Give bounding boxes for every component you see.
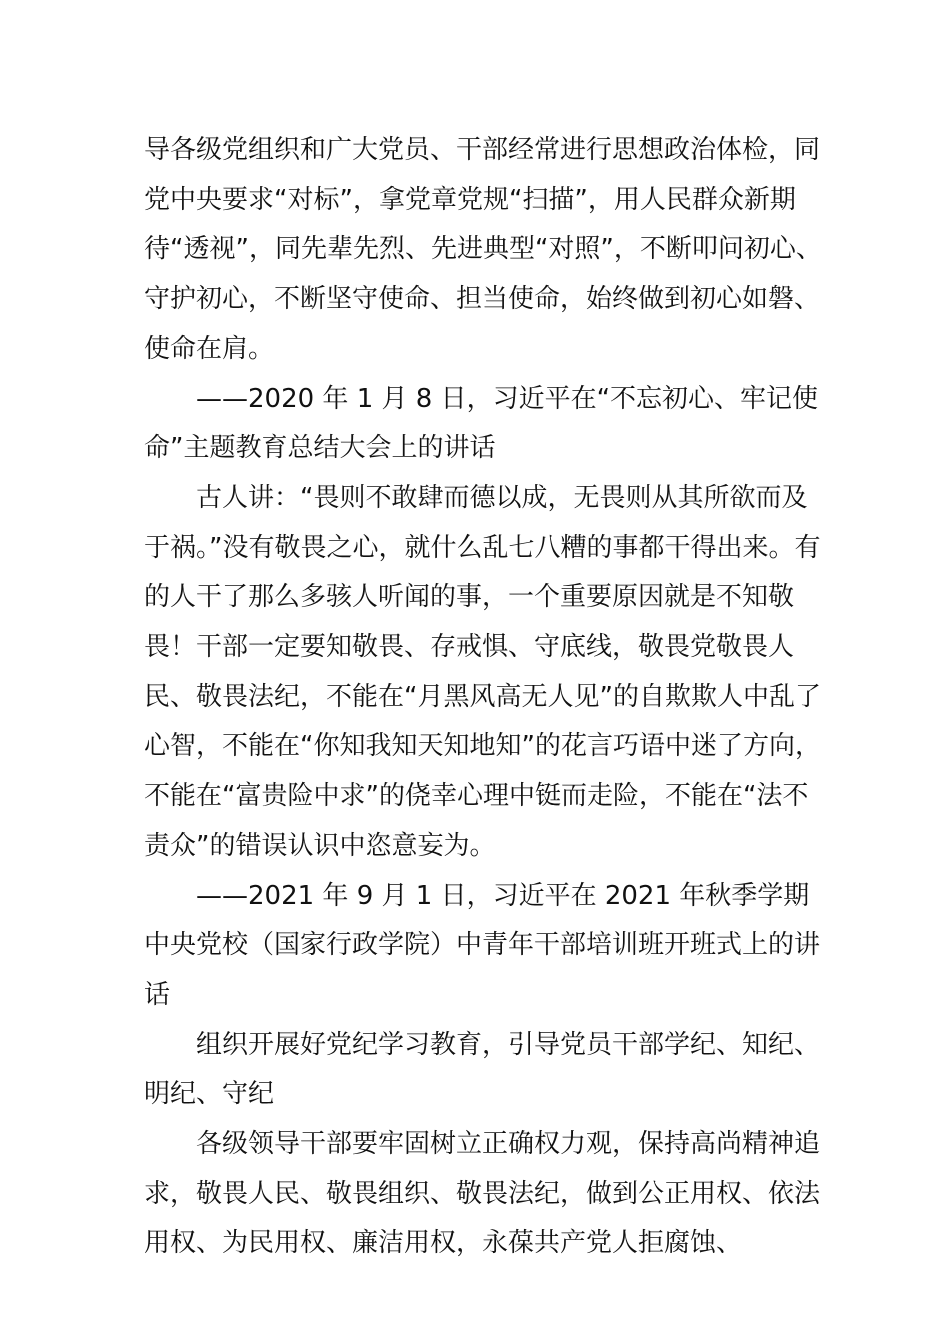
paragraph-3: 古人讲：“畏则不敢肆而德以成，无畏则从其所欲而及于祸。”没有敬畏之心，就什么乱七八糟的事都干得出来。有的人干了那么多骇人听闻的事，一个重要原因就是不知敬畏！干部一定要知敬畏、存戒惧、守底线，敬畏党敬畏人民、敬畏法纪，不能在“月黑风高无人见”的自欺欺人中乱了心智，不能在“你知我知天知地知”的花言巧语中迷了方向，不能在“富贵险中求”的侥幸心理中铤而走险，不能在“法不责众”的错误认识中恣意妄为。 xyxy=(144,482,821,861)
document-body xyxy=(144,126,824,1269)
paragraph-1: 导各级党组织和广大党员、干部经常进行思想政治体检，同党中央要求“对标”，拿党章党规“扫描”，用人民群众新期待“透视”，同先辈先烈、先进典型“对照”，不断叩问初心、守护初心，不断坚守使命、担当使命，始终做到初心如磐、使命在肩。 xyxy=(144,135,822,364)
paragraph-4-citation: ——2021 年 9 月 1 日，习近平在 2021 年秋季学期中央党校（国家行政学院）中青年干部培训班开班式上的讲话 xyxy=(144,880,821,1010)
paragraph-2-citation: ——2020 年 1 月 8 日，习近平在“不忘初心、牢记使命”主题教育总结大会上的讲话 xyxy=(144,383,819,464)
paragraph-5-heading: 组织开展好党纪学习教育，引导党员干部学纪、知纪、明纪、守纪 xyxy=(144,1029,821,1110)
paragraph-6: 各级领导干部要牢固树立正确权力观，保持高尚精神追求，敬畏人民、敬畏组织、敬畏法纪，做到公正用权、依法用权、为民用权、廉洁用权，永葆共产党人拒腐蚀、 xyxy=(144,1129,821,1259)
